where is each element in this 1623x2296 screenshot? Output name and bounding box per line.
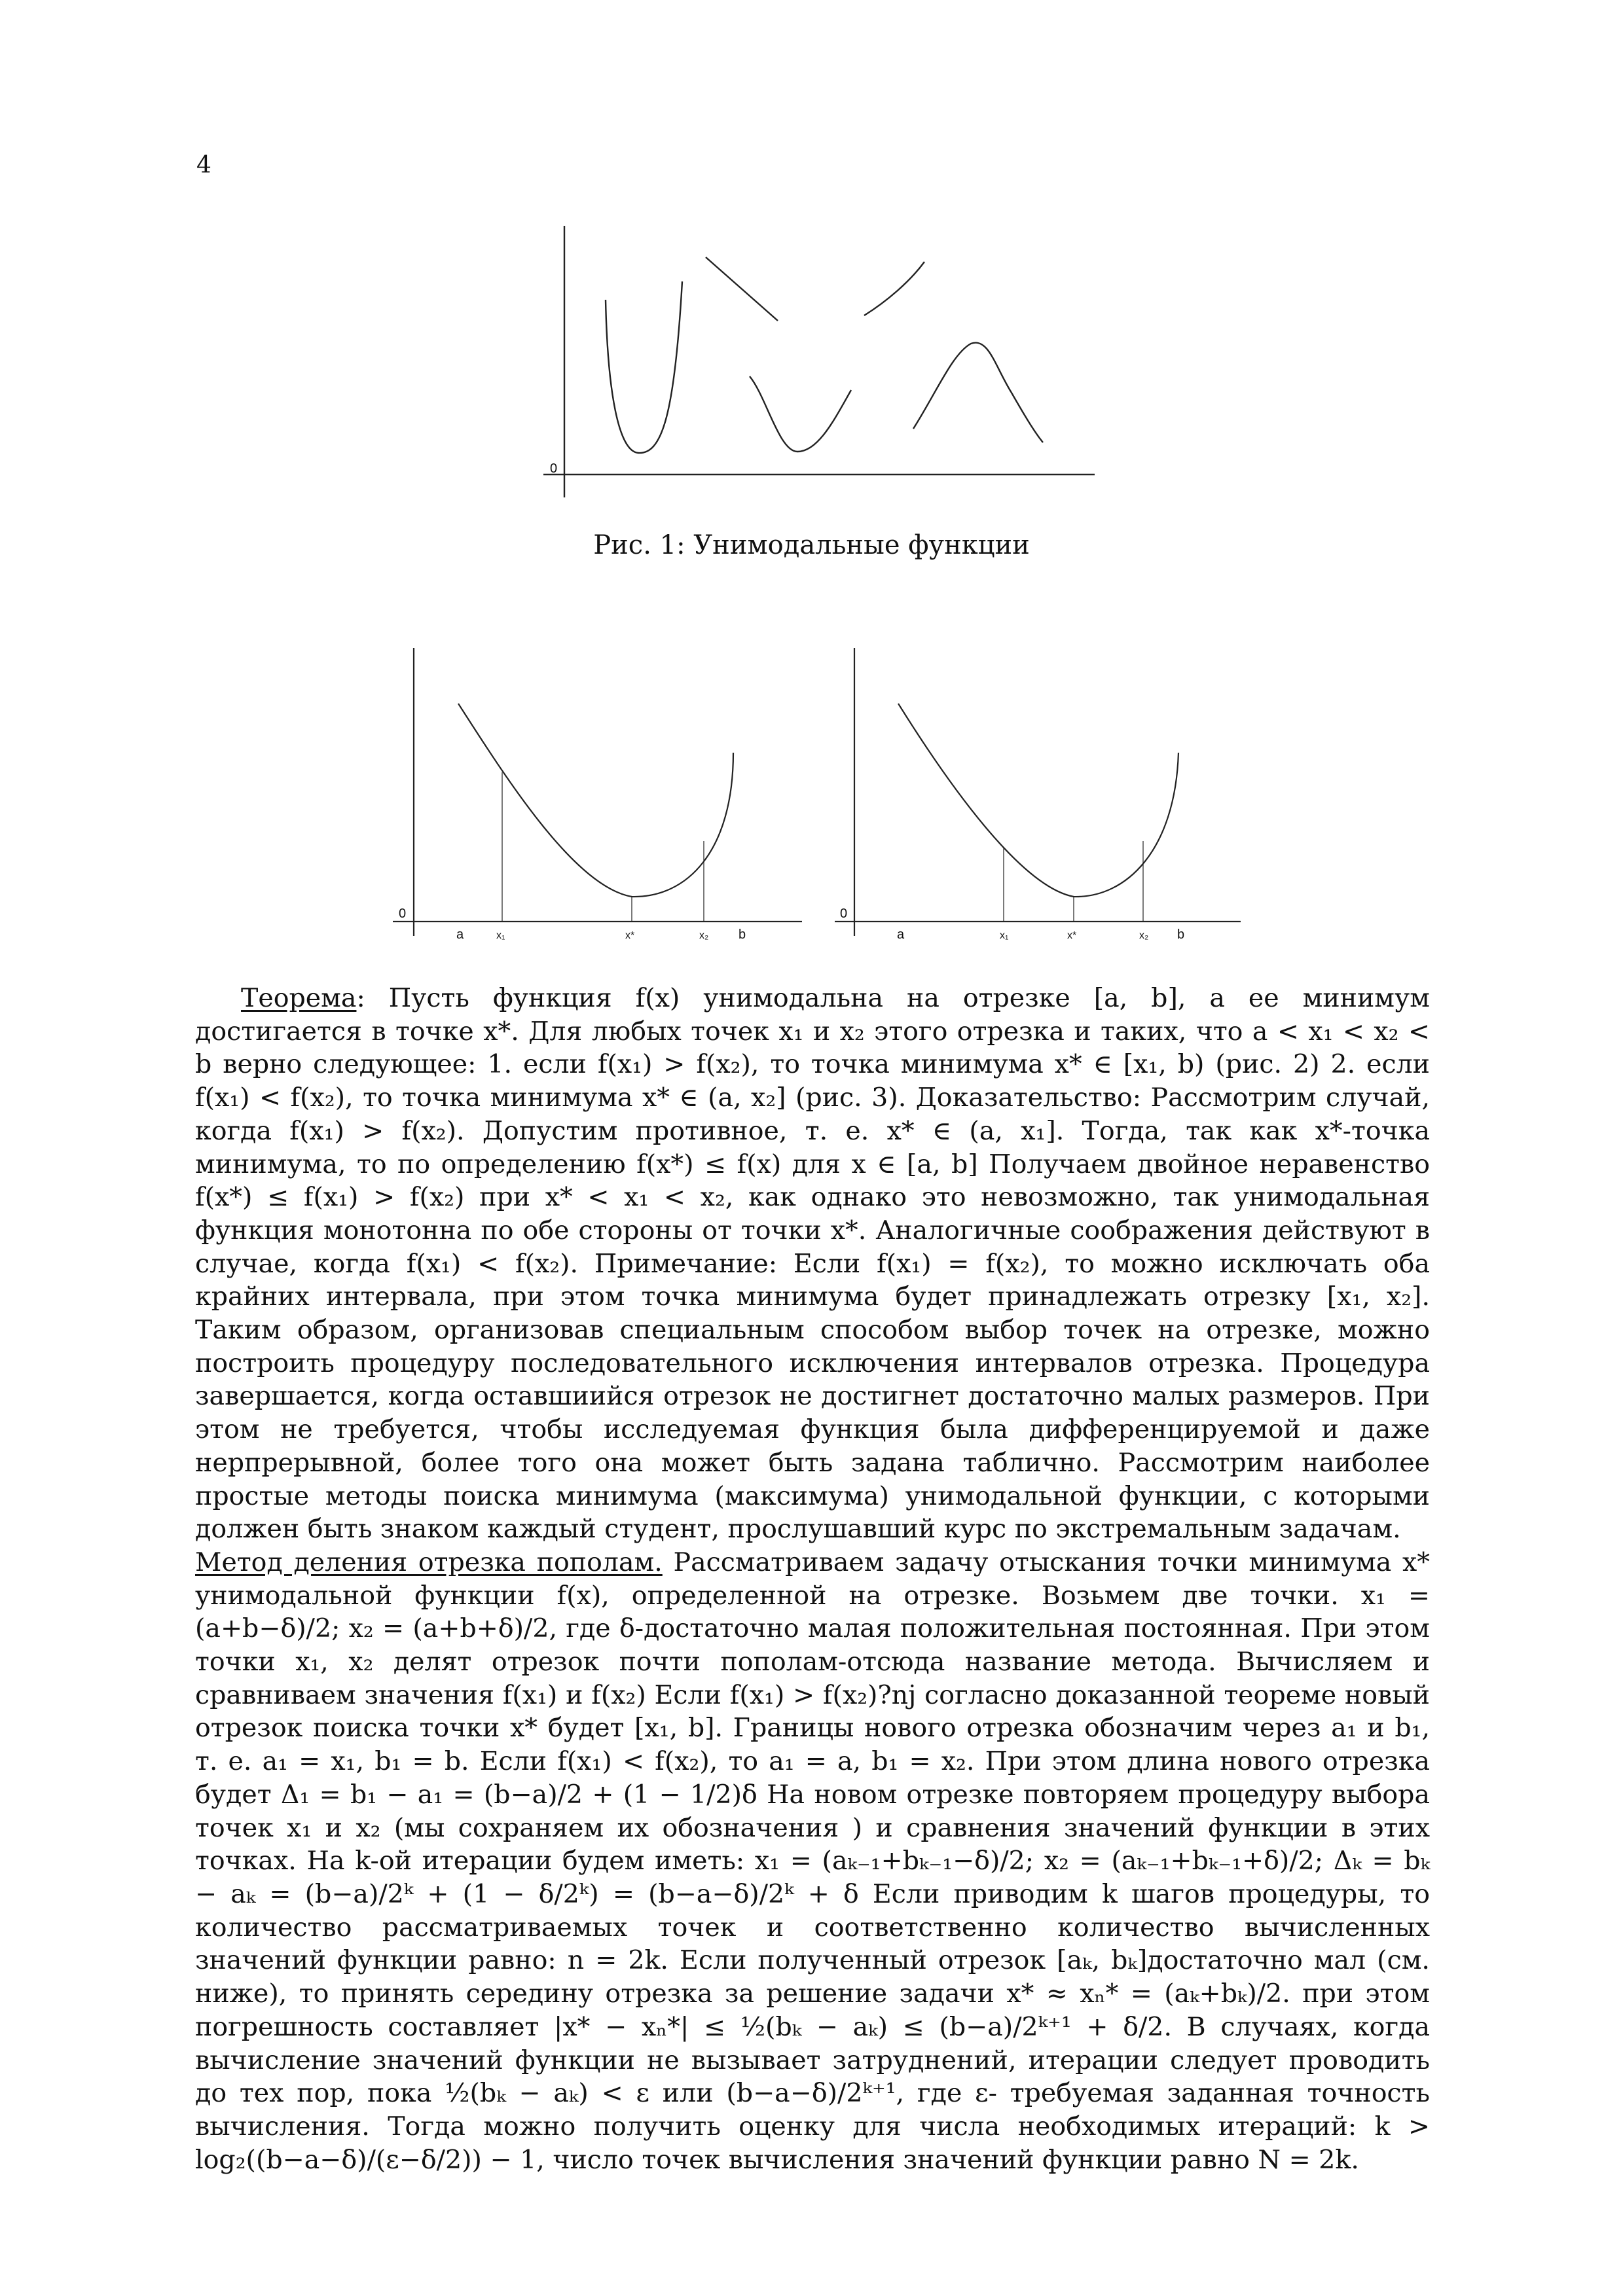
fig2-parabola xyxy=(458,704,733,897)
fig1-curve-decreasing xyxy=(706,257,778,321)
theorem-label: Теорема xyxy=(241,983,357,1013)
fig3-zero-label: 0 xyxy=(840,906,848,921)
fig3-tick-x1: x₁ xyxy=(1000,930,1009,941)
page-number: 4 xyxy=(196,152,211,179)
fig1-zero-label: 0 xyxy=(550,461,558,476)
theorem-text: : Пусть функция f(x) унимодальна на отрезке [a, b], а ее минимум достигается в точке x*. Для любых точек x₁ и x₂ этого отрезка и таких, что a < x₁ < x₂ < b верно следующее: 1. если f(x₁) > f(x₂), то точка минимума x* ∈ [x₁, b) (рис. 2) 2. если f(x₁) < f(x₂), то точка минимума x* ∈ (a, x₂] (рис. 3). Доказательство: Рассмотрим случай, когда f(x₁) > f(x₂). Допустим противное, т. е. x* ∈ (a, x₁]. Тогда, так как x*-точка минимума, то по определению f(x*) ≤ f(x) для x ∈ [a, b] Получаем двойное неравенство f(x*) ≤ f(x₁) > f(x₂) при x* < x₁ < x₂, как однако это невозможно, так унимодальная функция монотонна по обе стороны от точки x*. Аналогичные соображения действуют в случае, когда f(x₁) < f(x₂). Примечание: Если f(x₁) = f(x₂), то можно исключать оба крайних интервала, при этом точка минимума будет принадлежать отрезку [x₁, x₂]. Таким образом, организовав специальным способом выбор точек на отрезке, можно построить процедуру последовательного исключения интервалов отрезка. Процедура завершается, когда оставшиийся отрезок не достигнет достаточно малых размеров. При этом не требуется, чтобы исследуемая функция была дифференцируемой и даже нерпрерывной, более того она может быть задана таблично. Рассмотрим наиболее простые методы поиска минимума (максимума) унимодальной функции, с которыми должен быть знаком каждый студент, прослушавший курс по экстремальным задачам. xyxy=(195,983,1430,1545)
fig3-tick-b: b xyxy=(1177,927,1185,942)
figure1-caption: Рис. 1: Унимодальные функции xyxy=(593,530,1030,560)
fig2-tick-x1: x₁ xyxy=(496,930,505,941)
fig2-tick-xstar: x* xyxy=(625,930,635,941)
fig2-tick-x2: x₂ xyxy=(699,930,709,941)
method-label: Метод деления отрезка пополам. xyxy=(195,1547,663,1577)
fig1-curve-valley xyxy=(750,376,851,452)
fig2-tick-a: a xyxy=(456,927,464,942)
fig3-tick-x2: x₂ xyxy=(1139,930,1149,941)
fig3-tick-a: a xyxy=(897,927,905,942)
fig3-tick-xstar: x* xyxy=(1067,930,1077,941)
method-paragraph xyxy=(195,1546,1430,2176)
fig2-tick-b: b xyxy=(739,927,746,942)
fig3-parabola xyxy=(898,704,1178,897)
theorem-paragraph xyxy=(195,982,1430,1546)
fig1-curve-peak xyxy=(913,343,1043,442)
body-text xyxy=(195,982,1430,2176)
fig1-curve-increasing xyxy=(864,262,924,315)
method-text: Рассматриваем задачу отыскания точки минимума x* унимодальной функции f(x), определенной на отрезке. Возьмем две точки. x₁ = (a+b−δ)/2; x₂ = (a+b+δ)/2, где δ-достаточно малая положительная постоянная. При этом точки x₁, x₂ делят отрезок почти пополам-отсюда название метода. Вычисляем и сравниваем значения f(x₁) и f(x₂) Если f(x₁) > f(x₂)?nj согласно доказанной теореме новый отрезок поиска точки x* будет [x₁, b]. Границы нового отрезка обозначим через a₁ и b₁, т. е. a₁ = x₁, b₁ = b. Если f(x₁) < f(x₂), то a₁ = a, b₁ = x₂. При этом длина нового отрезка будет Δ₁ = b₁ − a₁ = (b−a)/2 + (1 − 1/2)δ На новом отрезке повторяем процедуру выбора точек x₁ и x₂ (мы сохраняем их обозначения ) и сравнения значений функции в этих точках. На k-ой итерации будем иметь: x₁ = (aₖ₋₁+bₖ₋₁−δ)/2; x₂ = (aₖ₋₁+bₖ₋₁+δ)/2; Δₖ = bₖ − aₖ = (b−a)/2ᵏ + (1 − δ/2ᵏ) = (b−a−δ)/2ᵏ + δ Если приводим k шагов процедуры, то количество рассматриваемых точек и соответственно количество вычисленных значений функции равно: n = 2k. Если полученный отрезок [aₖ, bₖ]достаточно мал (см. ниже), то принять середину отрезка за решение задачи x* ≈ xₙ* = (aₖ+bₖ)/2. при этом погрешность составляет |x* − xₙ*| ≤ ½(bₖ − aₖ) ≤ (b−a)/2ᵏ⁺¹ + δ/2. В случаях, когда вычисление значений функции не вызывает затруднений, итерации следует проводить до тех пор, пока ½(bₖ − aₖ) < ε или (b−a−δ)/2ᵏ⁺¹, где ε- требуемая заданная точность вычисления. Тогда можно получить оценку для числа необходимых итераций: k > log₂((b−a−δ)/(ε−δ/2)) − 1, число точек вычисления значений функции равно N = 2k. xyxy=(195,1547,1430,2175)
fig2-zero-label: 0 xyxy=(399,906,407,921)
fig1-curve-u xyxy=(606,281,682,453)
